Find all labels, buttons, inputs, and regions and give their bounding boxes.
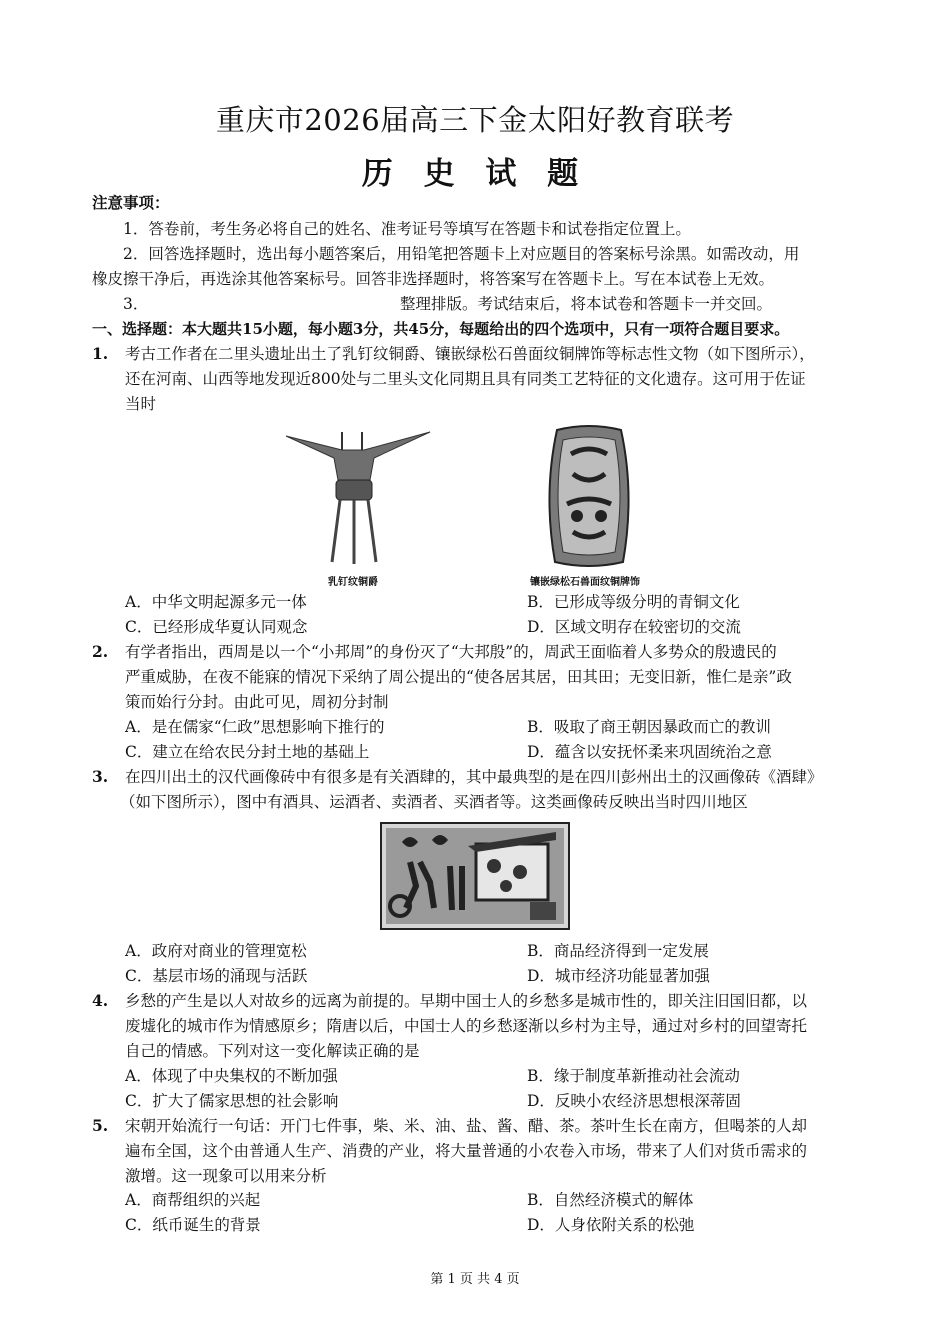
question-3-option-b: B．商品经济得到一定发展 (527, 942, 709, 960)
question-2-line-2: 严重威胁，在夜不能寐的情况下采纳了周公提出的“使各居其居，田其田；无变旧新，惟仁是亲”政 (125, 668, 792, 686)
wine-shop-brick-image (380, 822, 570, 930)
question-5-option-c: C．纸币诞生的背景 (125, 1216, 261, 1234)
question-1-line-3: 当时 (125, 395, 157, 413)
question-4-line-3: 自己的情感。下列对这一变化解读正确的是 (125, 1042, 420, 1060)
question-4-option-d: D．反映小农经济思想根深蒂固 (527, 1092, 741, 1110)
section-1-heading: 一、选择题：本大题共15小题，每小题3分，共45分，每题给出的四个选项中，只有一项符合题目要求。 (92, 320, 790, 338)
question-3-line-2: （如下图所示），图中有酒具、运酒者、卖酒者、买酒者等。这类画像砖反映出当时四川地区 (120, 793, 748, 811)
question-4-option-b: B．缘于制度革新推动社会流动 (527, 1067, 740, 1085)
notice-item-2-line-2: 橡皮擦干净后，再选涂其他答案标号。回答非选择题时，将答案写在答题卡上。写在本试卷上无效。 (92, 270, 775, 288)
question-5-option-b: B．自然经济模式的解体 (527, 1191, 694, 1209)
question-3-option-c: C．基层市场的涌现与活跃 (125, 967, 308, 985)
question-4-line-1: 乡愁的产生是以人对故乡的远离为前提的。早期中国士人的乡愁多是城市性的，即关注旧国旧都，以 (125, 992, 808, 1010)
question-4-number: 4. (92, 991, 109, 1010)
page-footer: 第 1 页 共 4 页 (430, 1272, 520, 1287)
question-2-option-c: C．建立在给农民分封土地的基础上 (125, 743, 370, 761)
notice-heading: 注意事项： (92, 193, 170, 212)
question-2-number: 2. (92, 642, 109, 661)
question-2-option-b: B．吸取了商王朝因暴政而亡的教训 (527, 718, 771, 736)
question-4-option-c: C．扩大了儒家思想的社会影响 (125, 1092, 339, 1110)
question-5-line-1: 宋朝开始流行一句话：开门七件事，柴、米、油、盐、酱、醋、茶。茶叶生长在南方，但喝茶的人却 (125, 1117, 808, 1135)
question-1-option-d: D．区域文明存在较密切的交流 (527, 618, 741, 636)
question-1-option-c: C．已经形成华夏认同观念 (125, 618, 308, 636)
question-5-option-d: D．人身依附关系的松弛 (527, 1216, 695, 1234)
question-5-option-a: A．商帮组织的兴起 (125, 1191, 261, 1209)
notice-item-2-line-1: 2．回答选择题时，选出每小题答案后，用铅笔把答题卡上对应题目的答案标号涂黑。如需改动，用 (123, 245, 800, 263)
question-1-option-b: B．已形成等级分明的青铜文化 (527, 593, 740, 611)
question-4-option-a: A．体现了中央集权的不断加强 (125, 1067, 338, 1085)
question-3-option-d: D．城市经济功能显著加强 (527, 967, 710, 985)
question-3-line-1: 在四川出土的汉代画像砖中有很多是有关酒肆的，其中最典型的是在四川彭州出土的汉画像砖《酒肆》 (125, 768, 823, 786)
question-2-line-3: 策而始行分封。由此可见，周初分封制 (125, 693, 389, 711)
question-1-line-1: 考古工作者在二里头遗址出土了乳钉纹铜爵、镶嵌绿松石兽面纹铜牌饰等标志性文物（如下图所示）， (125, 345, 815, 363)
notice-item-3-text: 整理排版。考试结束后，将本试卷和答题卡一并交回。 (400, 295, 773, 313)
caption-bronze-jue: 乳钉纹铜爵 (328, 577, 378, 588)
question-5-line-3: 激增。这一现象可以用来分析 (125, 1167, 327, 1185)
exam-title: 重庆市2026届高三下金太阳好教育联考 (215, 103, 735, 137)
question-3-option-a: A．政府对商业的管理宽松 (125, 942, 307, 960)
turquoise-plaque-image (543, 424, 635, 568)
question-1-number: 1. (92, 344, 109, 363)
caption-turquoise-plaque: 镶嵌绿松石兽面纹铜牌饰 (530, 577, 640, 588)
question-1-line-2: 还在河南、山西等地发现近800处与二里头文化同期且具有同类工艺特征的文化遗存。这可用于佐证 (125, 370, 806, 388)
question-2-option-a: A．是在儒家“仁政”思想影响下推行的 (125, 718, 385, 736)
exam-subtitle: 历 史 试 题 (361, 156, 589, 192)
question-5-number: 5. (92, 1116, 109, 1135)
notice-item-3-prefix: 3． (123, 295, 149, 313)
question-2-line-1: 有学者指出，西周是以一个“小邦周”的身份灭了“大邦殷”的，周武王面临着人多势众的殷遗民的 (125, 643, 777, 661)
question-3-number: 3. (92, 767, 109, 786)
bronze-jue-image (282, 428, 434, 566)
question-1-option-a: A．中华文明起源多元一体 (125, 593, 307, 611)
notice-item-1: 1．答卷前，考生务必将自己的姓名、准考证号等填写在答题卡和试卷指定位置上。 (123, 220, 691, 238)
question-2-option-d: D．蕴含以安抚怀柔来巩固统治之意 (527, 743, 772, 761)
question-5-line-2: 遍布全国，这个由普通人生产、消费的产业，将大量普通的小农卷入市场，带来了人们对货币需求的 (125, 1142, 808, 1160)
question-4-line-2: 废墟化的城市作为情感原乡；隋唐以后，中国士人的乡愁逐渐以乡村为主导，通过对乡村的回望寄托 (125, 1017, 808, 1035)
